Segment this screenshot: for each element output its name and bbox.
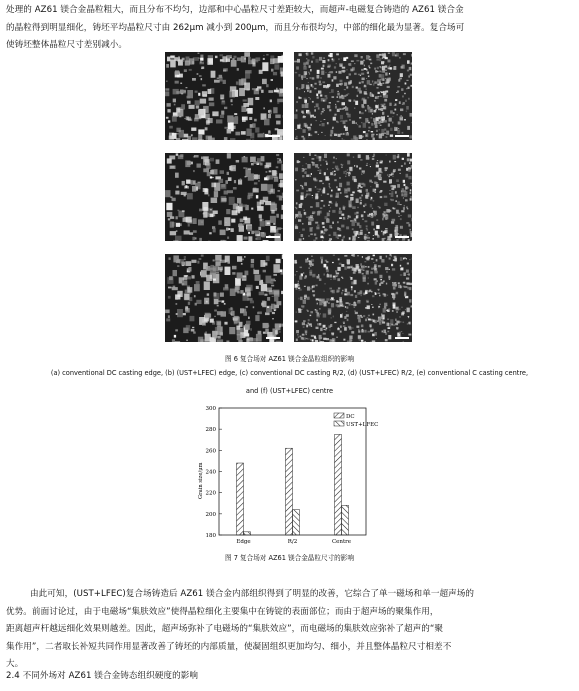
scale-bar [395,135,409,137]
intro-line: 处理的 AZ61 镁合金晶粒粗大，而且分布不均匀，边部和中心晶粒尺寸差距较大，而超声-电磁复合铸造的 AZ61 镁合金 [6,5,464,15]
y-tick-label: 300 [205,406,216,412]
y-tick-label: 200 [205,511,216,518]
y-tick-label: 280 [205,427,216,434]
micrograph-b-image [294,52,412,140]
body-line: 集作用”，二者取长补短共同作用显著改善了铸坯的内部质量，使凝固组织更加均匀、细小，并且整体晶粒尺寸相差不 [6,641,452,652]
bar-group [237,434,349,535]
x-axis [236,539,351,545]
scale-bar [266,135,280,137]
x-tick-label: Edge [236,539,251,545]
body-line: 大。 [6,659,24,669]
bar-ust-lfec-r2 [293,510,300,535]
micrograph-e [165,254,283,342]
grain-size-chart [194,399,378,545]
micrograph-d-image [294,153,412,241]
scale-bar [395,236,409,238]
legend-label-dc: DC [346,414,355,420]
y-axis [206,406,223,539]
y-axis-label: Grain size/μm [198,462,204,499]
micrograph-grid [165,52,415,343]
micrograph-d [294,153,412,241]
figure-7-caption: 图 7 复合场对 AZ61 镁合金晶粒尺寸的影响 [225,554,354,562]
body-line: 优势。前面讨论过，由于电磁场“集肤效应”使得晶粒细化主要集中在铸锭的表面部位；而由于超声场的聚集作用， [6,606,439,617]
figure-6-subcaption: (a) conventional DC casting edge, (b) (UST+LFEC) edge, (c) conventional DC casting R/2, (d) (UST+LFEC) R/2, (e) conventional C casting centre, [50,369,529,377]
legend-swatch-dc [334,413,344,418]
section-heading: 2.4 不同外场对 AZ61 镁合金铸态组织硬度的影响 [6,671,199,681]
bar-dc-edge [237,463,244,535]
intro-line: 的晶粒得到明显细化，铸坯平均晶粒尺寸由 262μm 减小到 200μm，而且分布很均匀，中部的细化最为显著。复合场可 [6,22,465,33]
legend-label-ust-lfec: UST+LFEC [346,422,378,428]
x-tick-label: Centre [331,539,352,545]
micrograph-c [165,153,283,241]
body-line: 距离超声杆越远细化效果则越差。因此，超声场弥补了电磁场的“集肤效应”，而电磁场的集肤效应弥补了超声的“聚 [6,624,444,634]
micrograph-a-image [165,52,283,140]
micrograph-c-image [165,153,283,241]
y-tick-label: 240 [205,469,216,476]
figure-6-subcaption-continued: and (f) (UST+LFEC) centre [245,387,334,395]
x-tick-label: R/2 [287,539,298,545]
scale-bar [266,337,280,339]
y-tick-label: 180 [205,533,216,539]
bar-dc-centre [335,434,342,535]
micrograph-f-image [294,254,412,342]
micrograph-a [165,52,283,140]
y-tick-label: 220 [205,490,216,497]
micrograph-b [294,52,412,140]
intro-paragraph [6,2,572,55]
bar-dc-r2 [286,448,293,535]
intro-line: 使铸坯整体晶粒尺寸差别减小。 [6,40,128,50]
scale-bar [266,236,280,238]
y-tick-label: 260 [205,448,216,455]
bar-ust-lfec-centre [342,505,349,535]
legend [334,413,378,428]
scale-bar [395,337,409,339]
legend-swatch-ust-lfec [334,421,344,426]
micrograph-e-image [165,254,283,342]
micrograph-f [294,254,412,342]
figure-6-caption: 图 6 复合场对 AZ61 镁合金晶粒组织的影响 [225,355,354,363]
body-line: 由此可知，(UST+LFEC)复合场铸造后 AZ61 镁合金内部组织得到了明显的改善，它综合了单一磁场和单一超声场的 [30,589,475,599]
body-paragraph [6,586,572,674]
bar-ust-lfec-edge [244,532,251,535]
